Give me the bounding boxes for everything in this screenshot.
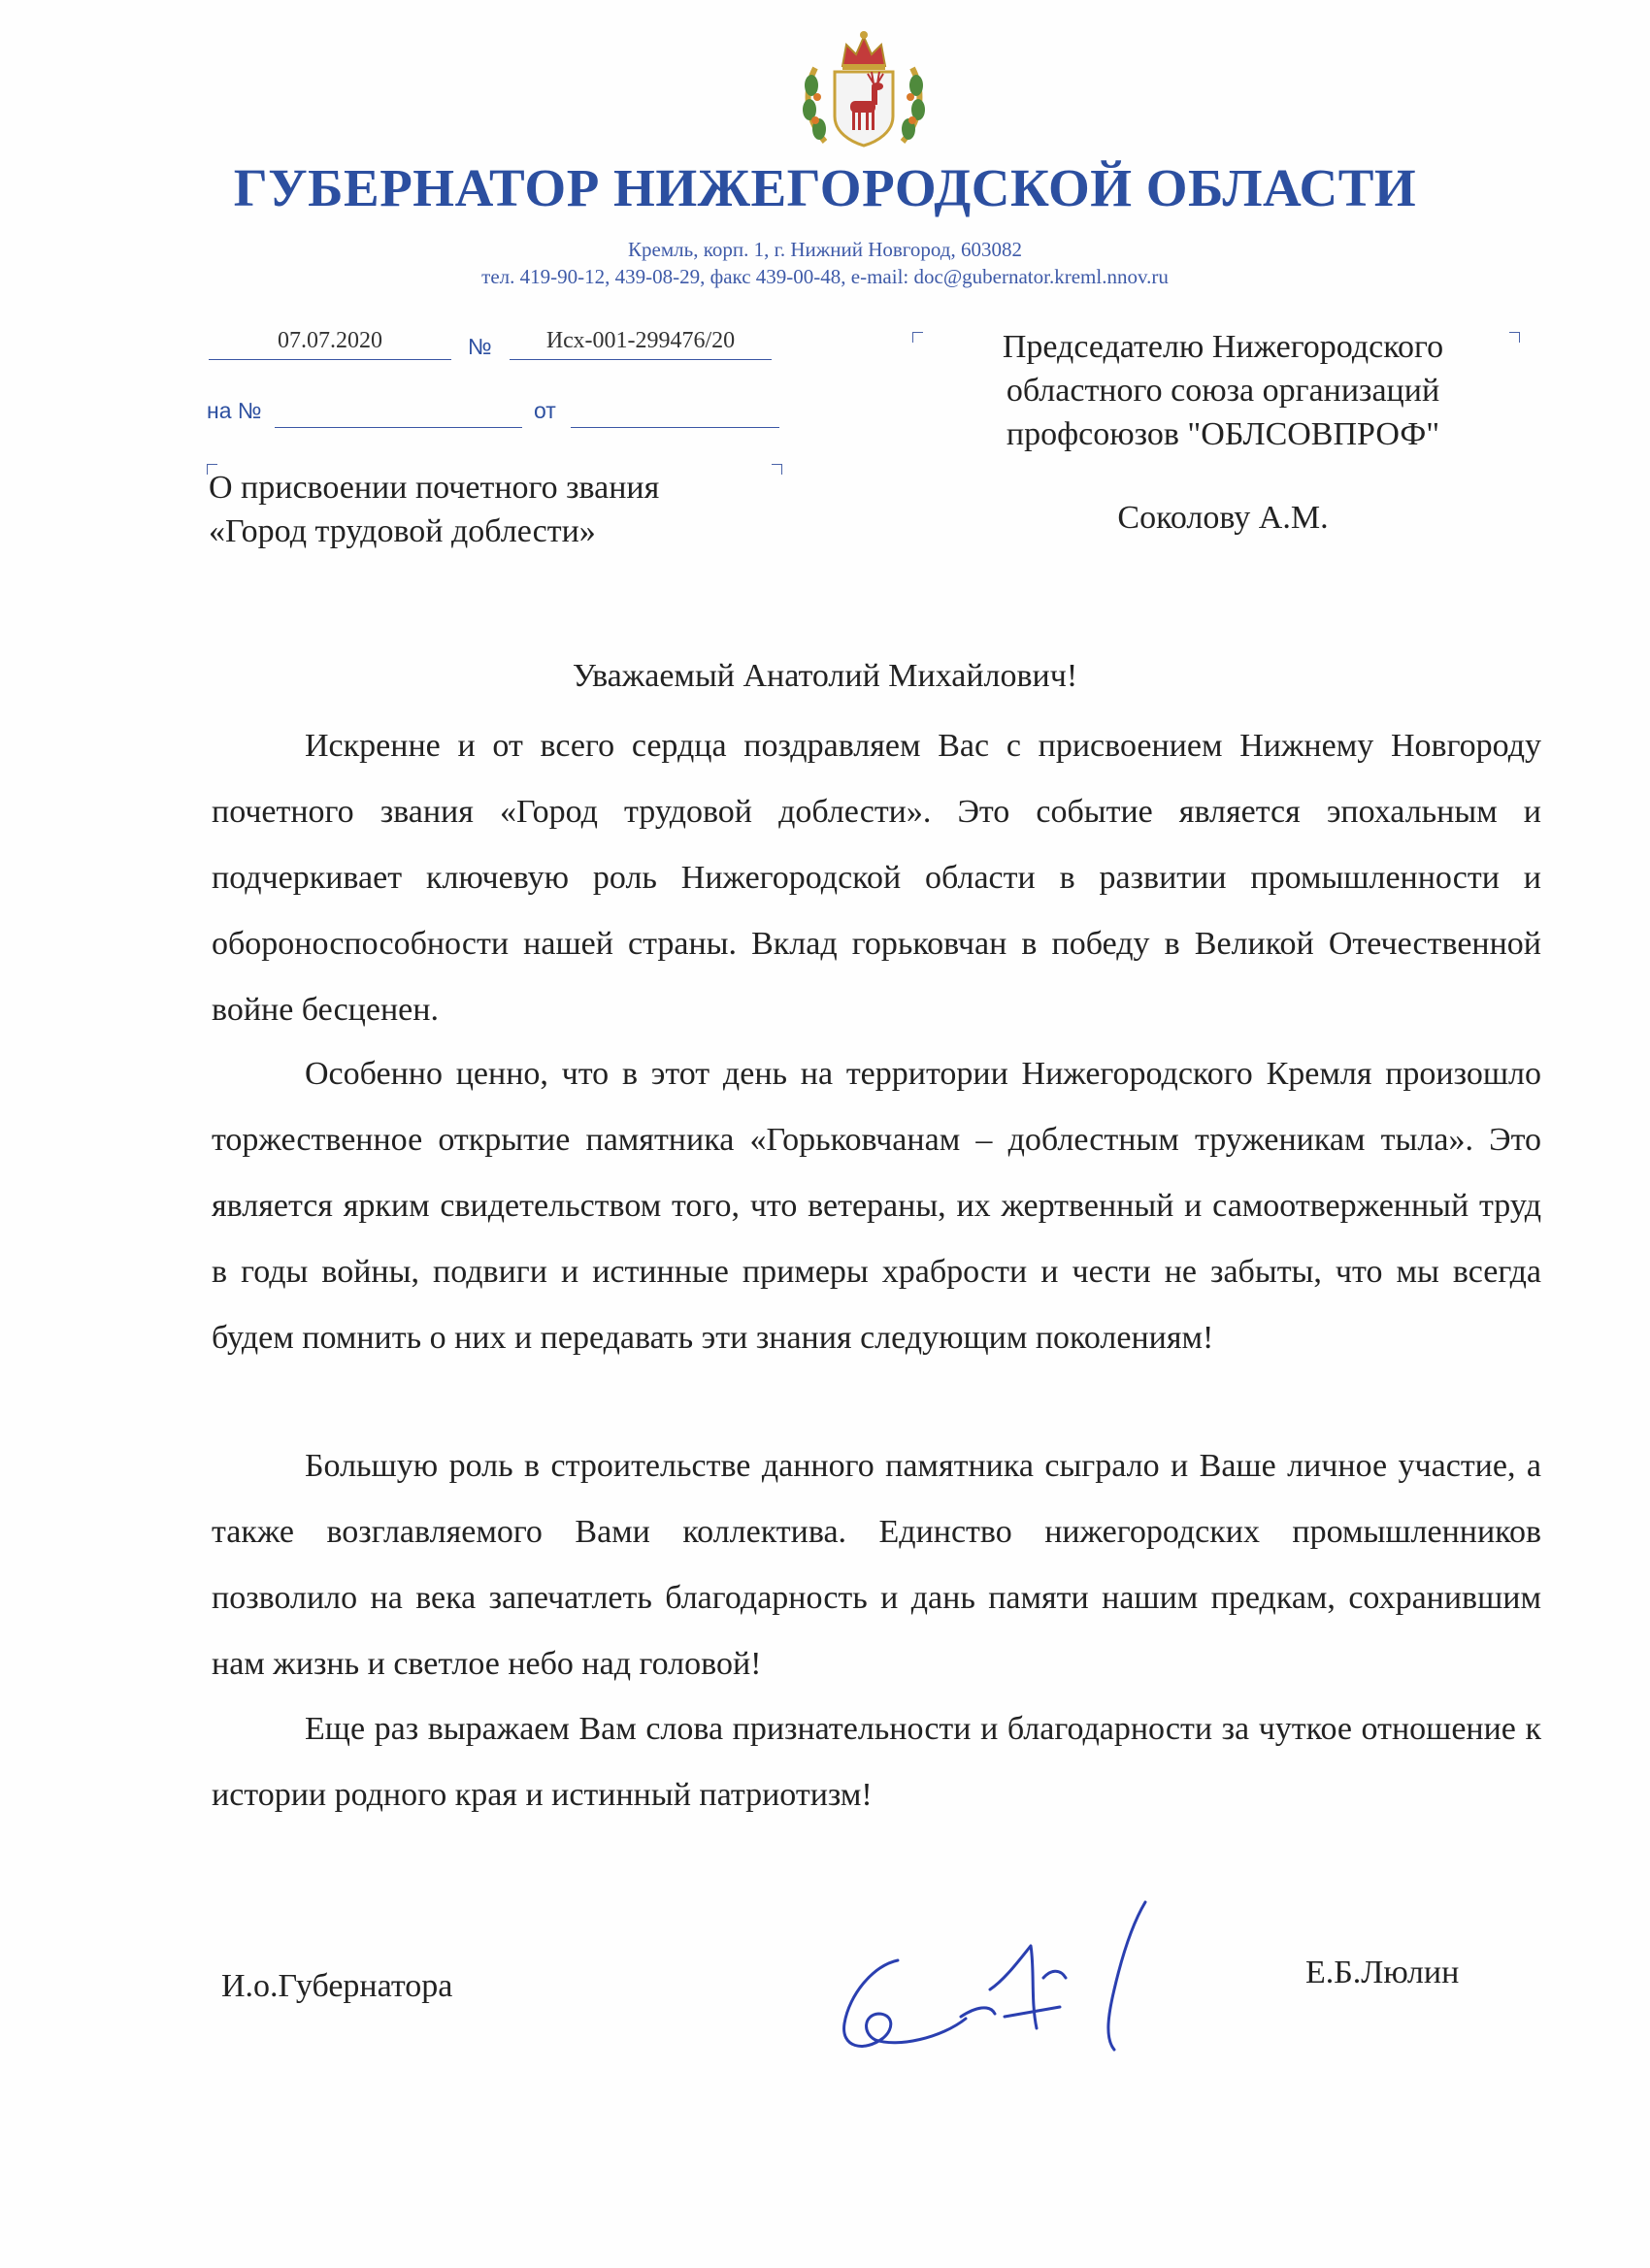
reply-number-underline [275,427,522,428]
coat-of-arms-icon [796,27,932,153]
document-number: Исх-001-299476/20 [545,328,736,353]
subject-corner-right [772,464,782,475]
recipient-line: Председателю Нижегородского [1002,329,1444,365]
body-paragraph: Особенно ценно, что в этот день на территории Нижегородского Кремля произошло торжественное открытие памятника «Горьковчанам – доблестным труженикам тыла». Это является ярким свидетельством того, что ветераны, их жертвенный и самоотверженный труд в годы войны, подвиги и истинные примеры храбрости и чести не забыты, что мы всегда будем помнить о них и передавать эти знания следующим поколениям! [212,1056,1541,1356]
body-paragraph: Искренне и от всего сердца поздравляем Вас с присвоением Нижнему Новгороду почетного звания «Город трудовой доблести». Это событие является эпохальным и подчеркивает ключевую роль Нижегородской области в развитии промышленности и обороноспособности нашей страны. Вклад горьковчан в победу в Великой Отечественной войне бесценен. [212,728,1541,1028]
letterhead-address: Кремль, корп. 1, г. Нижний Новгород, 603082 [628,238,1022,261]
number-label: № [468,334,492,359]
document-date: 07.07.2020 [278,328,382,353]
handwritten-signature [806,1892,1174,2087]
recipient-corner-left [912,332,923,343]
number-underline [510,359,772,360]
signatory-name: Е.Б.Люлин [1305,1955,1460,1990]
subject-line: О присвоении почетного звания [209,470,660,506]
recipient-line: профсоюзов "ОБЛСОВПРОФ" [1006,416,1440,452]
recipient [932,325,1514,456]
letterhead-title: ГУБЕРНАТОР НИЖЕГОРОДСКОЙ ОБЛАСТИ [233,158,1417,217]
reply-from-label: от [534,398,556,423]
reply-number-label: на № [207,398,262,423]
signatory-title: И.о.Губернатора [221,1968,453,2004]
subject [209,466,659,553]
body-paragraph: Еще раз выражаем Вам слова признательности и благодарности за чуткое отношение к истории родного края и истинный патриотизм! [212,1711,1541,1813]
reply-from-underline [571,427,779,428]
letterhead-contacts: тел. 419-90-12, 439-08-29, факс 439-00-48, e-mail: doc@gubernator.kreml.nnov.ru [481,265,1169,288]
body-paragraph: Большую роль в строительстве данного памятника сыграло и Ваше личное участие, а также возглавляемого Вами коллектива. Единство нижегородских промышленников позволило на века запечатлеть благодарность и дань памяти нашим предкам, сохранившим нам жизнь и светлое небо над головой! [212,1448,1541,1682]
recipient-line: областного союза организаций [1006,373,1440,409]
date-underline [209,359,451,360]
recipient-name: Соколову А.М. [1117,500,1329,536]
subject-line: «Город трудовой доблести» [209,513,596,549]
salutation: Уважаемый Анатолий Михайлович! [572,658,1078,694]
